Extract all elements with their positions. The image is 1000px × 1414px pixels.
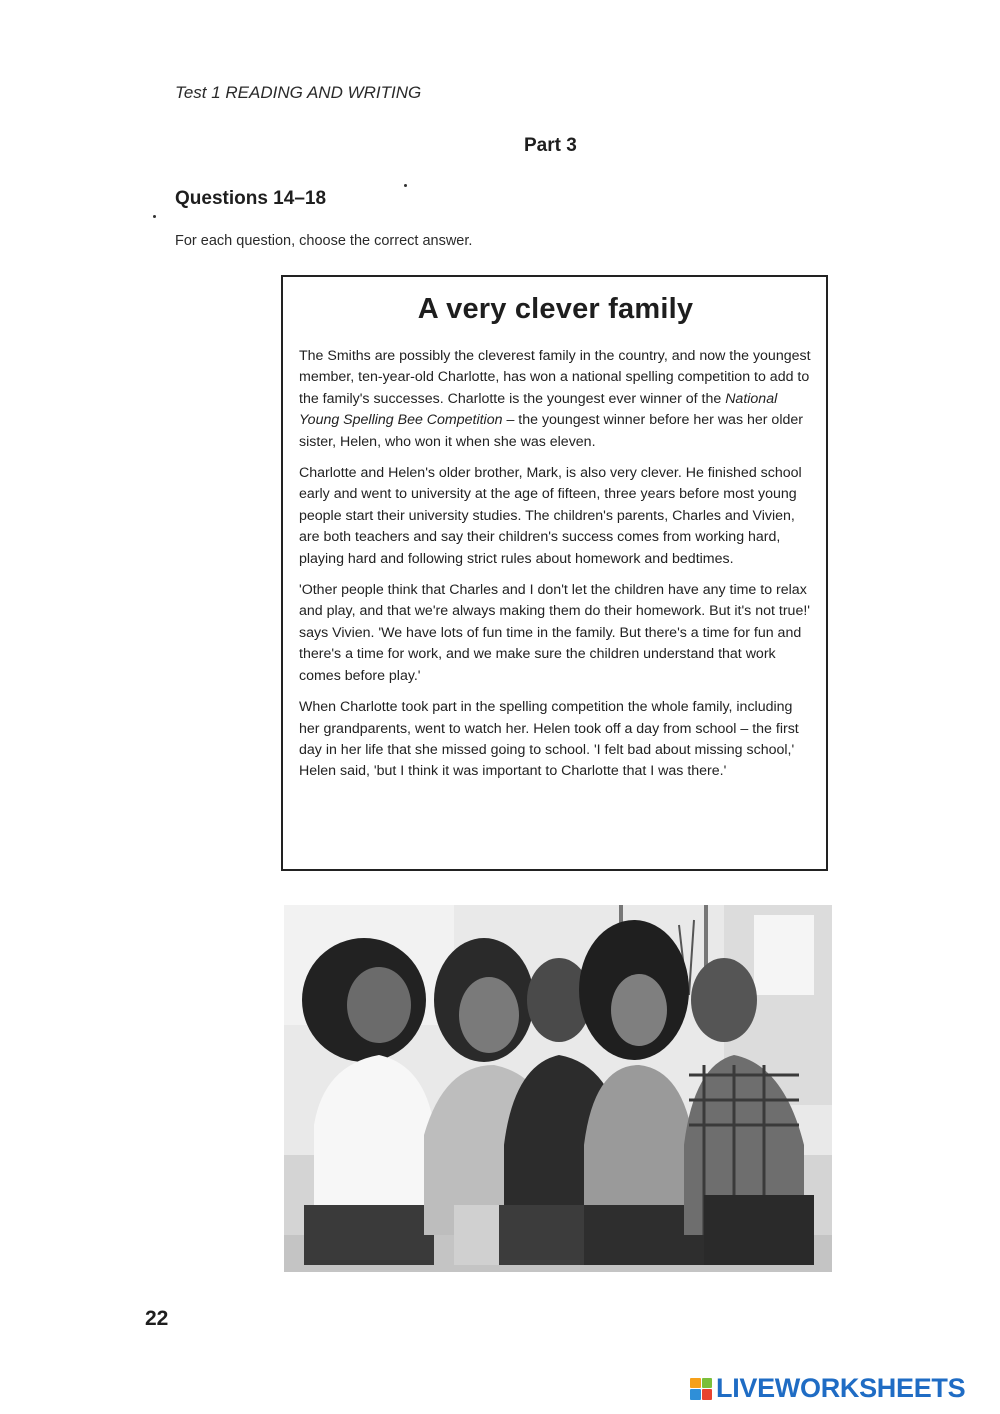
page-number: 22	[145, 1307, 169, 1330]
part-title: Part 3	[524, 135, 577, 156]
article-paragraph-1	[299, 346, 812, 453]
article-paragraph-3: 'Other people think that Charles and I don't let the children have any time to relax and play, and that we're always making them do their homework. But it's not true!' says Vivien. 'We have lots of fun time in the family. But there's a time for fun and there's a time for work, and we make sure the children understand that work comes before play.'	[299, 582, 810, 684]
test-header-label: Test 1 READING AND WRITING	[175, 83, 422, 102]
questions-title: Questions 14–18	[175, 188, 327, 209]
paragraph-text: The Smiths are possibly the cleverest family in the country, and now the youngest member, ten-year-old Charlotte, has won a national spelling competition to add to the family's successes. Charlotte is the youngest ever winner of the	[299, 348, 811, 407]
family-photo	[284, 905, 832, 1272]
article-paragraph-4: When Charlotte took part in the spelling competition the whole family, including her grandparents, went to watch her. Helen took off a day from school – the first day in her life that she missed going to school. 'I felt bad about missing school,' Helen said, 'but I think it was important to Charlotte that I was there.'	[299, 699, 799, 780]
instruction-text: For each question, choose the correct answer.	[175, 233, 473, 249]
brand-name: LIVEWORKSHEETS	[716, 1373, 966, 1403]
scan-speck	[153, 215, 156, 218]
scan-speck	[404, 184, 407, 187]
article-paragraph-2: Charlotte and Helen's older brother, Mark, is also very clever. He finished school early and went to university at the age of fifteen, three years before most young people start their university studies. The children's parents, Charles and Vivien, are both teachers and say their children's success comes from working hard, playing hard and following strict rules about homework and bedtimes.	[299, 465, 802, 567]
article-title: A very clever family	[417, 293, 694, 325]
article-box	[281, 275, 828, 871]
liveworksheets-brand[interactable]	[690, 1373, 965, 1404]
competition-name: National Young Spelling Bee Competition	[299, 390, 778, 429]
paragraph-text: – the youngest winner before her was her older sister, Helen, who won it when she was eleven.	[299, 412, 803, 450]
liveworksheets-logo-icon	[690, 1378, 712, 1400]
